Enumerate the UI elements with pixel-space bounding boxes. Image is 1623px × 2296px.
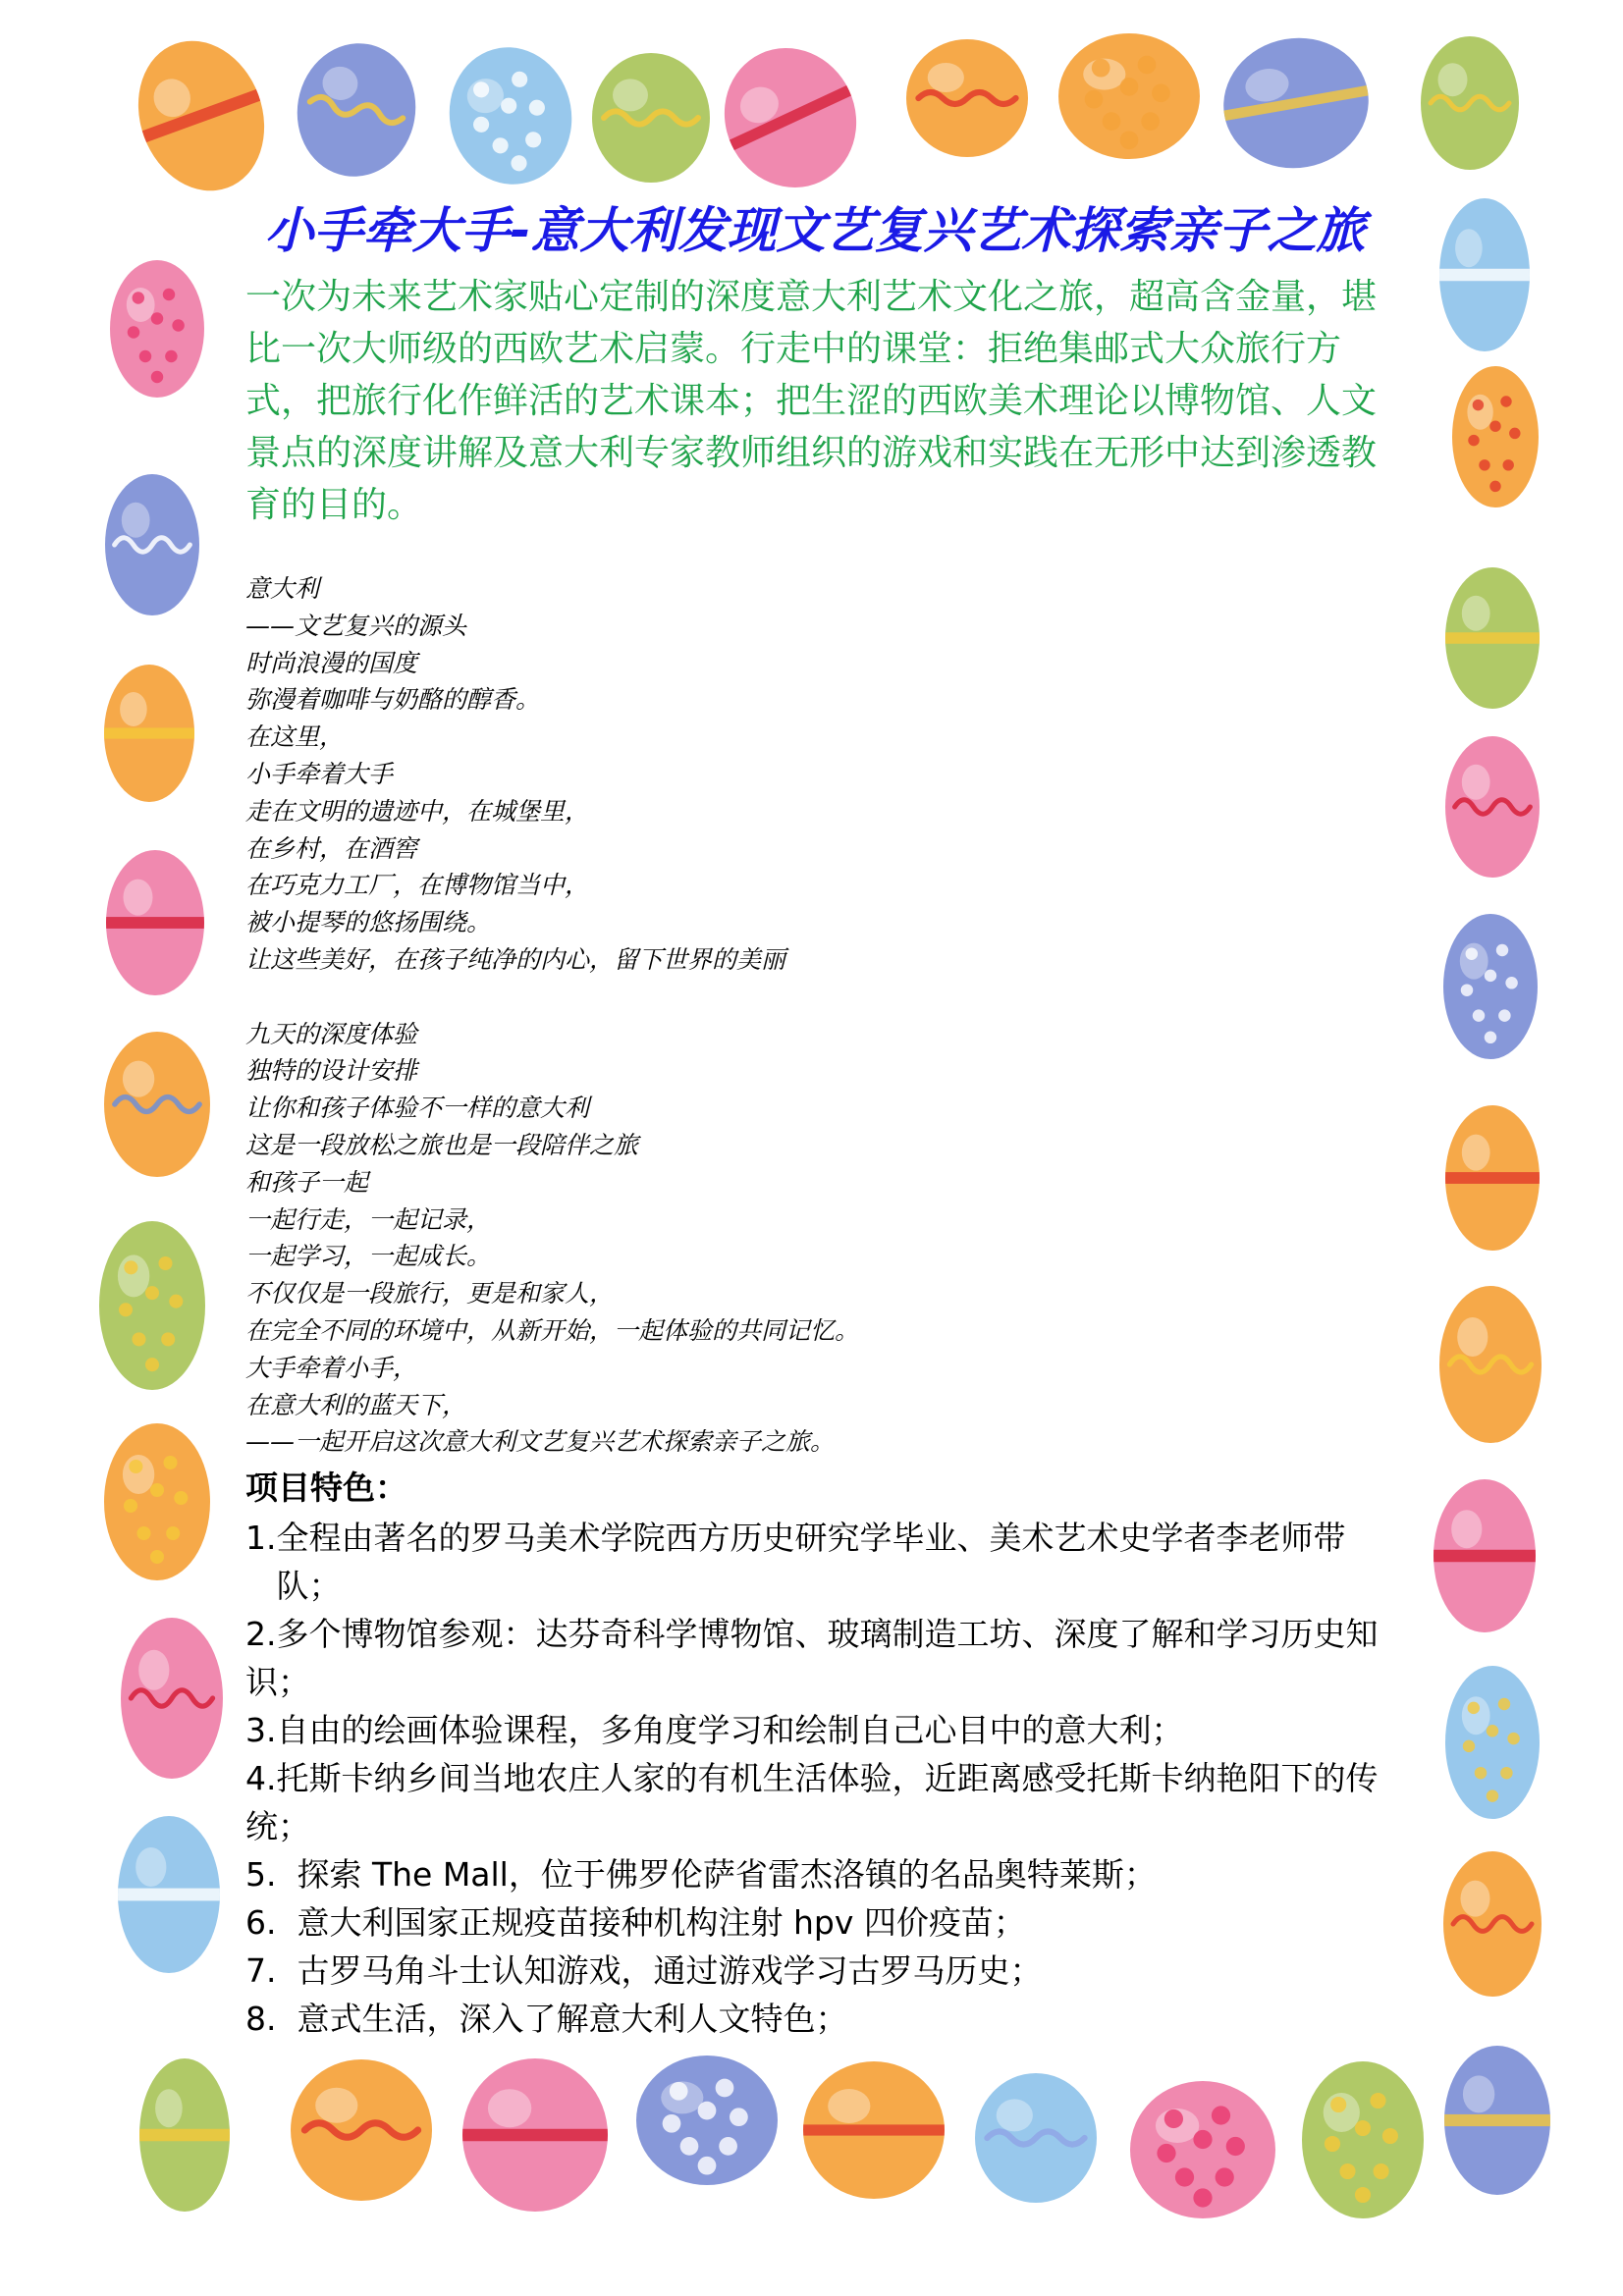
easter-egg-icon	[1214, 27, 1380, 180]
feature-text: 全程由著名的罗马美术学院西方历史研究学毕业、美术艺术史学者李老师带队；	[276, 1519, 1346, 1606]
poem-line: ——文艺复兴的源头	[245, 611, 467, 640]
easter-egg-icon	[105, 474, 199, 615]
feature-number: 7.	[245, 1951, 298, 1991]
feature-item	[245, 1610, 1384, 1706]
intro-paragraph: 一次为未来艺术家贴心定制的深度意大利艺术文化之旅，超高含金量，堪比一次大师级的西欧艺术启蒙。行走中的课堂：拒绝集邮式大众旅行方式，把旅行化作鲜活的艺术课本；把生涩的西欧美术理论以博物馆、人文景点的深度讲解及意大利专家教师组织的游戏和实践在无形中达到渗透教育的目的。	[245, 277, 1378, 525]
easter-egg-icon	[1058, 33, 1200, 159]
easter-egg-icon	[1439, 198, 1530, 351]
poem-line: 在这里，	[245, 722, 345, 752]
poem-line: ——一起开启这次意大利文艺复兴艺术探索亲子之旅。	[245, 1427, 836, 1457]
easter-egg-icon	[1445, 736, 1540, 878]
poem-line: 九天的深度体验	[245, 1019, 418, 1048]
page-title: 小手牵大手-意大利发现文艺复兴艺术探索亲子之旅	[264, 202, 1366, 259]
feature-item	[245, 1898, 1384, 1947]
poem-line: 在完全不同的环境中，从新开始，一起体验的共同记忆。	[245, 1315, 860, 1345]
easter-egg-icon	[1452, 366, 1539, 507]
feature-text: 托斯卡纳乡间当地农庄人家的有机生活体验，近距离感受托斯卡纳艳阳下的传统；	[245, 1759, 1379, 1846]
easter-egg-icon	[1444, 2046, 1550, 2195]
feature-number: 6.	[245, 1903, 298, 1943]
easter-egg-icon	[1130, 2081, 1275, 2218]
poem-line: 被小提琴的悠扬围绕。	[245, 908, 492, 937]
easter-egg-icon	[1443, 914, 1538, 1059]
feature-text: 意大利国家正规疫苗接种机构注射 hpv 四价疫苗；	[297, 1903, 1026, 1943]
poem-line: 走在文明的遗迹中，在城堡里，	[245, 796, 590, 826]
easter-egg-icon	[118, 1816, 220, 1973]
poem-line: 让这些美好，在孩子纯净的内心，留下世界的美丽	[245, 944, 786, 974]
poem-line: 和孩子一起	[245, 1167, 369, 1197]
poem-line: 在意大利的蓝天下，	[245, 1390, 467, 1419]
feature-number: 2.	[245, 1615, 277, 1654]
page-content	[245, 196, 1384, 2043]
feature-number: 8.	[245, 2000, 298, 2039]
poem-line: 在乡村，在酒窖	[245, 833, 418, 863]
feature-text: 自由的绘画体验课程，多角度学习和绘制自己心目中的意大利；	[276, 1711, 1184, 1750]
easter-egg-icon	[462, 2058, 608, 2212]
poem-line: 一起学习，一起成长。	[245, 1242, 492, 1271]
easter-egg-icon	[104, 665, 194, 802]
poem-line: 小手牵着大手	[245, 759, 394, 788]
feature-text: 古罗马角斗士认知游戏，通过游戏学习古罗马历史；	[297, 1951, 1043, 1991]
easter-egg-icon	[636, 2056, 778, 2185]
easter-egg-icon	[1434, 1479, 1536, 1632]
easter-egg-icon	[439, 37, 582, 193]
features-heading: 项目特色：	[245, 1468, 407, 1508]
feature-text: 多个博物馆参观：达芬奇科学博物馆、玻璃制造工坊、深度了解和学习历史知识；	[245, 1615, 1379, 1702]
easter-egg-icon	[287, 34, 426, 187]
easter-egg-icon	[592, 53, 710, 183]
poem-line: 不仅仅是一段旅行，更是和家人，	[245, 1279, 615, 1308]
easter-egg-icon	[975, 2073, 1097, 2203]
easter-egg-icon	[702, 27, 879, 209]
easter-egg-icon	[1421, 36, 1519, 170]
easter-egg-icon	[121, 1618, 223, 1779]
feature-item	[245, 1947, 1384, 1995]
poem-stanza-2	[245, 1016, 1384, 1462]
feature-number: 5.	[245, 1855, 298, 1895]
feature-item	[245, 1514, 1384, 1610]
poem	[245, 570, 1384, 1461]
poem-line: 意大利	[245, 574, 320, 603]
feature-item	[245, 1850, 1384, 1898]
poem-line: 时尚浪漫的国度	[245, 648, 418, 677]
easter-egg-icon	[110, 260, 204, 398]
feature-item	[245, 1706, 1384, 1754]
easter-egg-icon	[118, 23, 285, 208]
easter-egg-icon	[1445, 1105, 1540, 1251]
easter-egg-icon	[99, 1221, 205, 1390]
poem-line: 独特的设计安排	[245, 1056, 418, 1086]
easter-egg-icon	[291, 2059, 432, 2201]
feature-item	[245, 1754, 1384, 1850]
easter-egg-icon	[104, 1423, 210, 1580]
easter-egg-icon	[1443, 1851, 1542, 1997]
easter-egg-icon	[106, 850, 204, 995]
poem-stanza-1	[245, 570, 1384, 979]
feature-number: 1.	[245, 1519, 277, 1558]
features-list	[245, 1514, 1384, 2043]
poem-line: 大手牵着小手，	[245, 1353, 418, 1382]
poem-stanza-gap	[245, 979, 1384, 1016]
easter-egg-icon	[104, 1032, 210, 1177]
poem-line: 这是一段放松之旅也是一段陪伴之旅	[245, 1130, 639, 1159]
feature-item	[245, 1995, 1384, 2043]
poem-line: 弥漫着咖啡与奶酪的醇香。	[245, 685, 541, 715]
feature-number: 4.	[245, 1759, 277, 1798]
poem-line: 让你和孩子体验不一样的意大利	[245, 1094, 590, 1123]
poem-line: 在巧克力工厂，在博物馆当中，	[245, 871, 590, 900]
easter-egg-icon	[1445, 567, 1540, 709]
easter-egg-icon	[1445, 1666, 1540, 1819]
feature-text: 探索 The Mall，位于佛罗伦萨省雷杰洛镇的名品奥特莱斯；	[297, 1855, 1157, 1895]
feature-number: 3.	[245, 1711, 277, 1750]
easter-egg-icon	[1302, 2061, 1424, 2218]
poem-line: 一起行走，一起记录，	[245, 1204, 492, 1234]
easter-egg-icon	[139, 2058, 230, 2212]
easter-egg-icon	[1439, 1286, 1542, 1443]
easter-egg-icon	[906, 39, 1028, 157]
easter-egg-icon	[803, 2061, 945, 2199]
feature-text: 意式生活，深入了解意大利人文特色；	[297, 2000, 848, 2039]
